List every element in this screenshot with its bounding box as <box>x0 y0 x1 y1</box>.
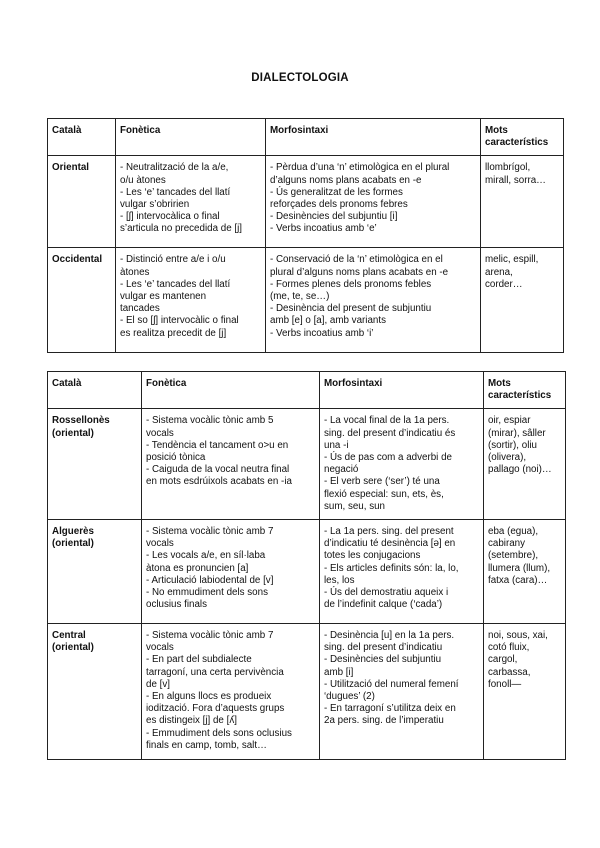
cell-line: noi, sous, xai, <box>488 630 548 642</box>
cell-line: les, los <box>324 574 355 586</box>
cell-line: - Les vocals a/e, en síl·laba <box>146 550 266 562</box>
cell-line: - La 1a pers. sing. del present <box>324 526 454 538</box>
cell-line: o/u àtones <box>120 174 166 186</box>
cell-line: sum, seu, sun <box>324 500 385 512</box>
cell-line: - Sistema vocàlic tònic amb 7 <box>146 526 274 538</box>
cell-line: àtona es pronuncien [a] <box>146 562 249 574</box>
dialect-table-subdialects <box>47 371 566 760</box>
mots-cell <box>484 624 566 760</box>
cell-line: plural d’alguns noms plans acabats en -e <box>270 266 449 278</box>
cell-line: carbassa, <box>488 666 531 678</box>
cell-line: 2a pers. sing. de l’imperatiu <box>324 715 444 727</box>
cell-line: - Tendència el tancament o>u en <box>146 439 289 451</box>
cell-line: - Els articles definits són: la, lo, <box>324 562 459 574</box>
cell-line: cotó fluix, <box>488 642 530 654</box>
cell-line: es realitza precedit de [j] <box>120 327 227 339</box>
header-fonetica: Fonètica <box>116 119 266 156</box>
cell-line: llumera (llum), <box>488 562 551 574</box>
cell-line: - Ús del demostratiu aqueix i <box>324 587 449 599</box>
cell-line: - El verb sere (‘ser’) té una <box>324 476 440 488</box>
cell-line: totes les conjugacions <box>324 550 421 562</box>
cell-line: s’articula no precedida de [j] <box>120 223 242 235</box>
header-mots: Mots característics <box>484 372 566 409</box>
cell-line: - Desinència [u] en la 1a pers. <box>324 630 455 642</box>
cell-line: tarragoní, una certa pervivència <box>146 666 284 678</box>
cell-line: es distingeix [j] de [ʎ] <box>146 715 237 727</box>
cell-line: iodització. Fora d’aquests grups <box>146 703 285 715</box>
table-row-central <box>48 624 566 760</box>
mots-cell <box>481 248 564 353</box>
mots-cell <box>481 156 564 248</box>
cell-line: fonoll— <box>488 678 522 690</box>
header-catala: Català <box>48 119 116 156</box>
cell-line: - Verbs incoatius amb ‘e’ <box>270 223 377 235</box>
cell-line: - No emmudiment dels sons <box>146 587 268 599</box>
cell-line: vocals <box>146 642 174 654</box>
cell-line: d’alguns noms plans acabats en -e <box>270 174 422 186</box>
cell-line: (oriental) <box>52 538 94 550</box>
cell-line: corder… <box>485 278 523 290</box>
header-morfosintaxi: Morfosintaxi <box>266 119 481 156</box>
cell-line: - Sistema vocàlic tònic amb 7 <box>146 630 274 642</box>
cell-line: Central <box>52 630 86 642</box>
cell-line: sing. del present d’indicatiu és <box>324 427 456 439</box>
header-morfosintaxi: Morfosintaxi <box>320 372 484 409</box>
row-label <box>48 409 142 520</box>
cell-line: (oriental) <box>52 642 94 654</box>
cell-line: - Distinció entre a/e i o/u <box>120 254 226 266</box>
cell-line: vocals <box>146 538 174 550</box>
cell-line: tancades <box>120 303 160 315</box>
cell-line: - Articulació labiodental de [v] <box>146 574 274 586</box>
header-mots: Mots característics <box>481 119 564 156</box>
table-row-oriental <box>48 156 564 248</box>
dialect-table-main <box>47 118 564 353</box>
table-header-row <box>48 372 566 409</box>
cell-line: vulgar es mantenen <box>120 291 207 303</box>
cell-line: reforçades dels pronoms febres <box>270 199 408 211</box>
cell-line: oir, espiar <box>488 415 531 427</box>
cell-line: sing. del present d’indicatiu <box>324 642 443 654</box>
cell-line: finals en camp, tomb, salt… <box>146 739 267 751</box>
cell-line: - Sistema vocàlic tònic amb 5 <box>146 415 274 427</box>
table-row-rossellones <box>48 409 566 520</box>
cell-line: (sortir), oliu <box>488 439 537 451</box>
cell-line: de l’indefinit calque (‘cada’) <box>324 599 443 611</box>
cell-line: - Pèrdua d’una ‘n’ etimològica en el plural <box>270 162 450 174</box>
cell-line: - [ʃ] intervocàlica o final <box>120 211 220 223</box>
cell-line: - En tarragoní s’utilitza deix en <box>324 703 456 715</box>
cell-line: - Utilització del numeral femení <box>324 678 459 690</box>
fonetica-cell <box>142 409 320 520</box>
row-label <box>48 624 142 760</box>
fonetica-cell <box>142 624 320 760</box>
cell-line: - Ús de pas com a adverbi de <box>324 452 452 464</box>
fonetica-cell <box>142 520 320 624</box>
table-row-occidental <box>48 248 564 353</box>
cell-line: Rossellonès <box>52 415 110 427</box>
cell-line: mirall, sorra… <box>485 174 546 186</box>
morfosintaxi-cell <box>320 409 484 520</box>
cell-line: (oriental) <box>52 427 94 439</box>
row-label <box>48 520 142 624</box>
cell-line: (olivera), <box>488 452 527 464</box>
cell-line: (me, te, se…) <box>270 291 330 303</box>
cell-line: pallago (noi)… <box>488 464 552 476</box>
mots-cell <box>484 520 566 624</box>
cell-line: (mirar), sâller <box>488 427 546 439</box>
cell-line: flexió especial: sun, ets, ès, <box>324 488 444 500</box>
table-header-row <box>48 119 564 156</box>
cell-line: negació <box>324 464 359 476</box>
table-row-algueres <box>48 520 566 624</box>
cell-line: - La vocal final de la 1a pers. <box>324 415 450 427</box>
fonetica-cell <box>116 248 266 353</box>
morfosintaxi-cell <box>266 156 481 248</box>
cell-line: cargol, <box>488 654 518 666</box>
cell-line: - Desinències del subjuntiu <box>324 654 442 666</box>
cell-line: - Formes plenes dels pronoms febles <box>270 278 432 290</box>
cell-line: cabirany <box>488 538 526 550</box>
cell-line: fatxa (cara)… <box>488 574 548 586</box>
cell-line: Alguerès <box>52 526 94 538</box>
cell-line: - Neutralització de la a/e, <box>120 162 229 174</box>
cell-line: - Ús generalitzat de les formes <box>270 186 403 198</box>
cell-line: en mots esdrúixols acabats en -ia <box>146 476 292 488</box>
cell-line: amb [e] o [a], amb variants <box>270 315 386 327</box>
cell-line: - En alguns llocs es produeix <box>146 691 272 703</box>
header-fonetica: Fonètica <box>142 372 320 409</box>
mots-cell <box>484 409 566 520</box>
cell-line: - El so [ʃ] intervocàlic o final <box>120 315 239 327</box>
header-catala: Català <box>48 372 142 409</box>
cell-line: - Desinències del subjuntiu [i] <box>270 211 398 223</box>
cell-line: eba (egua), <box>488 526 539 538</box>
cell-line: d’indicatiu té desinència [ə] en <box>324 538 456 550</box>
cell-line: (setembre), <box>488 550 539 562</box>
cell-line: vocals <box>146 427 174 439</box>
cell-line: arena, <box>485 266 513 278</box>
page-title: DIALECTOLOGIA <box>251 72 349 84</box>
row-label: Oriental <box>48 156 116 248</box>
cell-line: posició tònica <box>146 452 206 464</box>
cell-line: llombrígol, <box>485 162 531 174</box>
cell-line: - Caiguda de la vocal neutra final <box>146 464 290 476</box>
cell-line: una -i <box>324 439 349 451</box>
cell-line: ‘dugues’ (2) <box>324 691 375 703</box>
cell-line: melic, espill, <box>485 254 539 266</box>
cell-line: - Les ‘e’ tancades del llatí <box>120 278 231 290</box>
cell-line: oclusius finals <box>146 599 207 611</box>
cell-line: àtones <box>120 266 150 278</box>
morfosintaxi-cell <box>320 520 484 624</box>
row-label: Occidental <box>48 248 116 353</box>
fonetica-cell <box>116 156 266 248</box>
cell-line: - Conservació de la ‘n’ etimològica en el <box>270 254 443 266</box>
cell-line: de [v] <box>146 678 170 690</box>
cell-line: - En part del subdialecte <box>146 654 252 666</box>
cell-line: - Verbs incoatius amb ‘i’ <box>270 327 374 339</box>
cell-line: vulgar s’obririen <box>120 199 190 211</box>
cell-line: - Emmudiment dels sons oclusius <box>146 727 292 739</box>
cell-line: amb [i] <box>324 666 354 678</box>
cell-line: - Les ‘e’ tancades del llatí <box>120 186 231 198</box>
morfosintaxi-cell <box>320 624 484 760</box>
cell-line: - Desinència del present de subjuntiu <box>270 303 432 315</box>
morfosintaxi-cell <box>266 248 481 353</box>
